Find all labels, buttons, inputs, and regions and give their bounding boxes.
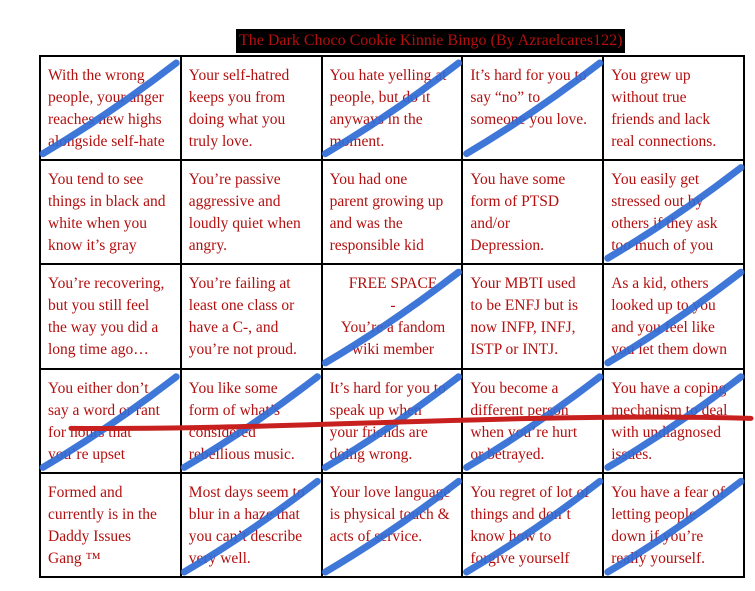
bingo-cell[interactable]: You hate yelling at people, but do it anyways in the moment.: [322, 56, 463, 160]
bingo-cell[interactable]: You regret of lot of things and don’t know how to forgive yourself: [462, 473, 603, 577]
bingo-cell[interactable]: You become a different person when you’re hurt or betrayed.: [462, 369, 603, 473]
bingo-title: The Dark Choco Cookie Kinnie Bingo (By Azraelcares122): [236, 29, 625, 53]
bingo-cell[interactable]: Your love language is physical touch & acts of service.: [322, 473, 463, 577]
bingo-cell[interactable]: You have a coping mechanism to deal with undiagnosed issues.: [603, 369, 744, 473]
bingo-cell[interactable]: You grew up without true friends and lack real connections.: [603, 56, 744, 160]
bingo-cell[interactable]: You have some form of PTSD and/or Depression.: [462, 160, 603, 264]
bingo-cell[interactable]: You had one parent growing up and was the responsible kid: [322, 160, 463, 264]
bingo-grid: [39, 55, 745, 578]
bingo-cell[interactable]: You’re passive aggressive and loudly quiet when angry.: [181, 160, 322, 264]
bingo-cell[interactable]: As a kid, others looked up to you and you feel like you let them down: [603, 264, 744, 368]
bingo-cell[interactable]: It’s hard for you to say “no” to someone you love.: [462, 56, 603, 160]
bingo-cell[interactable]: Your MBTI used to be ENFJ but is now INFP, INFJ, ISTP or INTJ.: [462, 264, 603, 368]
bingo-cell[interactable]: You like some form of what’s considered rebellious music.: [181, 369, 322, 473]
bingo-cell[interactable]: Formed and currently is in the Daddy Issues Gang ™: [40, 473, 181, 577]
bingo-cell[interactable]: You easily get stressed out by others if they ask too much of you: [603, 160, 744, 264]
bingo-cell[interactable]: Most days seem to blur in a haze that you can’t describe very well.: [181, 473, 322, 577]
bingo-cell[interactable]: You’re recovering, but you still feel the way you did a long time ago…: [40, 264, 181, 368]
bingo-cell[interactable]: Your self-hatred keeps you from doing what you truly love.: [181, 56, 322, 160]
bingo-cell[interactable]: You’re failing at least one class or have a C-, and you’re not proud.: [181, 264, 322, 368]
bingo-cell[interactable]: With the wrong people, your anger reaches new highs alongside self-hate: [40, 56, 181, 160]
free-space-cell[interactable]: FREE SPACE - You’re a fandom wiki member: [322, 264, 463, 368]
bingo-cell[interactable]: You have a fear of letting people down if you’re really yourself.: [603, 473, 744, 577]
bingo-cell[interactable]: It’s hard for you to speak up when your friends are doing wrong.: [322, 369, 463, 473]
bingo-cell[interactable]: You either don’t say a word or rant for hours that you’re upset: [40, 369, 181, 473]
bingo-cell[interactable]: You tend to see things in black and white when you know it’s gray: [40, 160, 181, 264]
